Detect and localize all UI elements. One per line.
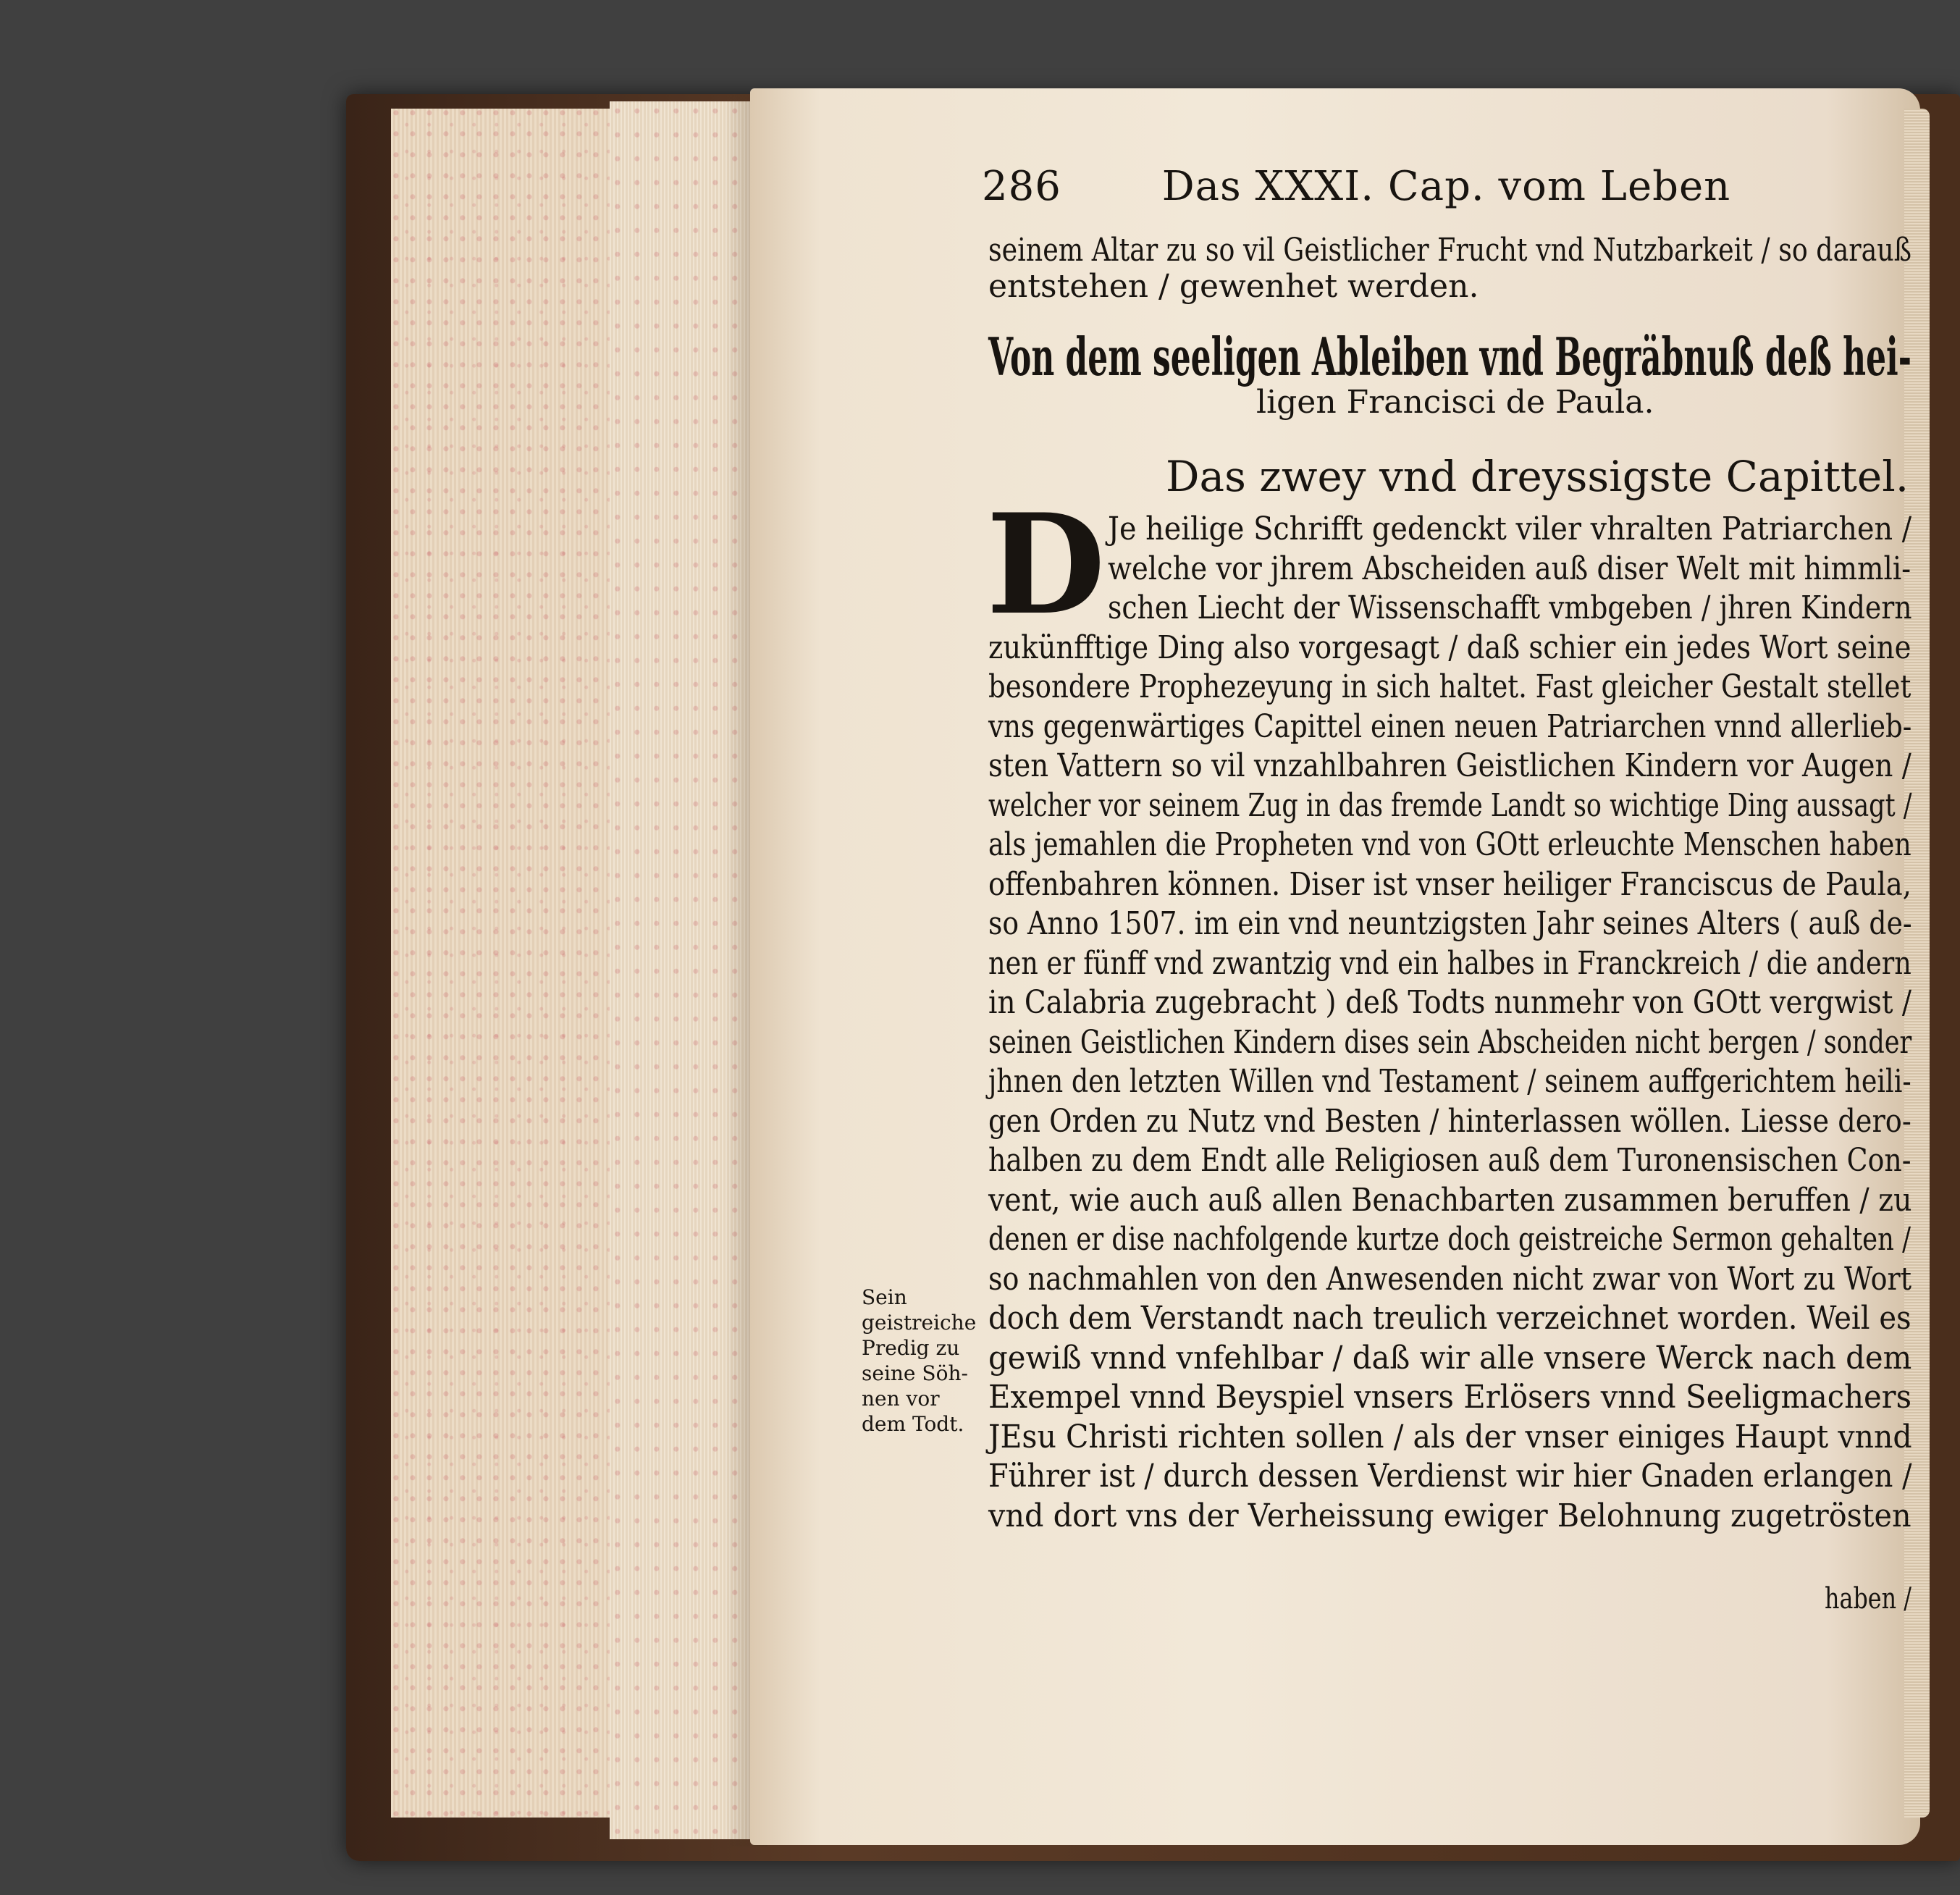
running-head bbox=[982, 163, 1730, 210]
body-line: offenbahren können. Diser ist vnser heiliger Franciscus de Paula, bbox=[988, 865, 1911, 903]
body-line: gen Orden zu Nutz vnd Besten / hinterlassen wöllen. Liesse dero- bbox=[988, 1102, 1911, 1140]
continuation-line-1: seinem Altar zu so vil Geistlicher Frucht vnd Nutzbarkeit / so darauß bbox=[988, 232, 1911, 269]
body-line: schen Liecht der Wissenschafft vmbgeben / jhren Kindern bbox=[1108, 589, 1912, 626]
catchword: haben / bbox=[1825, 1582, 1911, 1615]
margin-note-line: nen vor bbox=[862, 1387, 940, 1411]
running-head-title: Das XXXI. Cap. vom Leben bbox=[1161, 163, 1731, 210]
drop-cap: D bbox=[986, 484, 1106, 645]
margin-note-line: Predig zu bbox=[862, 1336, 960, 1360]
margin-note-line: seine Söh- bbox=[862, 1361, 968, 1385]
chapter-heading: Das zwey vnd dreyssigste Capittel. bbox=[1166, 452, 1909, 501]
body-line: Je heilige Schrifft gedenckt viler vhralten Patriarchen / bbox=[1108, 510, 1912, 547]
body-line: so nachmahlen von den Anwesenden nicht zwar von Wort zu Wort bbox=[988, 1260, 1912, 1298]
body-line: welche vor jhrem Abscheiden auß diser Welt mit himmli- bbox=[1108, 550, 1911, 587]
margin-note-line: geistreiche bbox=[862, 1311, 977, 1335]
body-line: welcher vor seinem Zug in das fremde Landt so wichtige Ding aussagt / bbox=[988, 786, 1912, 824]
body-line: seinen Geistlichen Kindern dises sein Abscheiden nicht bergen / sonder bbox=[988, 1023, 1912, 1061]
body-line: halben zu dem Endt alle Religiosen auß dem Turonensischen Con- bbox=[988, 1142, 1911, 1179]
body-line: zukünfftige Ding also vorgesagt / daß schier ein jedes Wort seine bbox=[988, 629, 1911, 666]
body-line: doch dem Verstandt nach treulich verzeichnet worden. Weil es bbox=[988, 1300, 1911, 1337]
margin-note-line: Sein bbox=[862, 1285, 907, 1309]
section-title-line-1: Von dem seeligen Ableiben vnd Begräbnuß deß hei- bbox=[988, 326, 1911, 387]
body-line: so Anno 1507. im ein vnd neuntzigsten Jahr seines Alters ( auß de- bbox=[988, 905, 1912, 942]
body-line: als jemahlen die Propheten vnd von GOtt erleuchte Menschen haben bbox=[988, 826, 1911, 863]
body-line: vns gegenwärtiges Capittel einen neuen Patriarchen vnnd allerlieb- bbox=[988, 707, 1912, 745]
body-line: besondere Prophezeyung in sich haltet. Fast gleicher Gestalt stellet bbox=[988, 668, 1911, 705]
body-line: nen er fünff vnd zwantzig vnd ein halbes in Franckreich / die andern bbox=[988, 944, 1911, 982]
body-line: denen er dise nachfolgende kurtze doch geistreiche Sermon gehalten / bbox=[988, 1221, 1911, 1258]
body-line: in Calabria zugebracht ) deß Todts nunmehr von GOtt vergwist / bbox=[988, 984, 1912, 1021]
body-line: vent, wie auch auß allen Benachbarten zusammen beruffen / zu bbox=[988, 1181, 1912, 1219]
page-block-left bbox=[391, 109, 611, 1818]
body-line: Exempel vnnd Beyspiel vnsers Erlösers vnnd Seeligmachers bbox=[988, 1379, 1912, 1416]
body-line: JEsu Christi richten sollen / als der vnser einiges Haupt vnnd bbox=[988, 1418, 1912, 1455]
continuation-line-2: entstehen / gewenhet werden. bbox=[988, 268, 1479, 305]
body-line: sten Vattern so vil vnzahlbahren Geistlichen Kindern vor Augen / bbox=[988, 747, 1911, 784]
body-line: gewiß vnnd vnfehlbar / daß wir alle vnsere Werck nach dem bbox=[988, 1339, 1912, 1377]
margin-note-line: dem Todt. bbox=[862, 1412, 964, 1436]
body-line: vnd dort vns der Verheissung ewiger Belohnung zugetrösten bbox=[988, 1497, 1911, 1534]
section-title-line-2: ligen Francisci de Paula. bbox=[1256, 384, 1654, 421]
body-line: Führer ist / durch dessen Verdienst wir hier Gnaden erlangen / bbox=[988, 1458, 1912, 1495]
body-line: jhnen den letzten Willen vnd Testament / seinem auffgerichtem heili- bbox=[988, 1063, 1911, 1100]
page-number: 286 bbox=[982, 163, 1061, 210]
